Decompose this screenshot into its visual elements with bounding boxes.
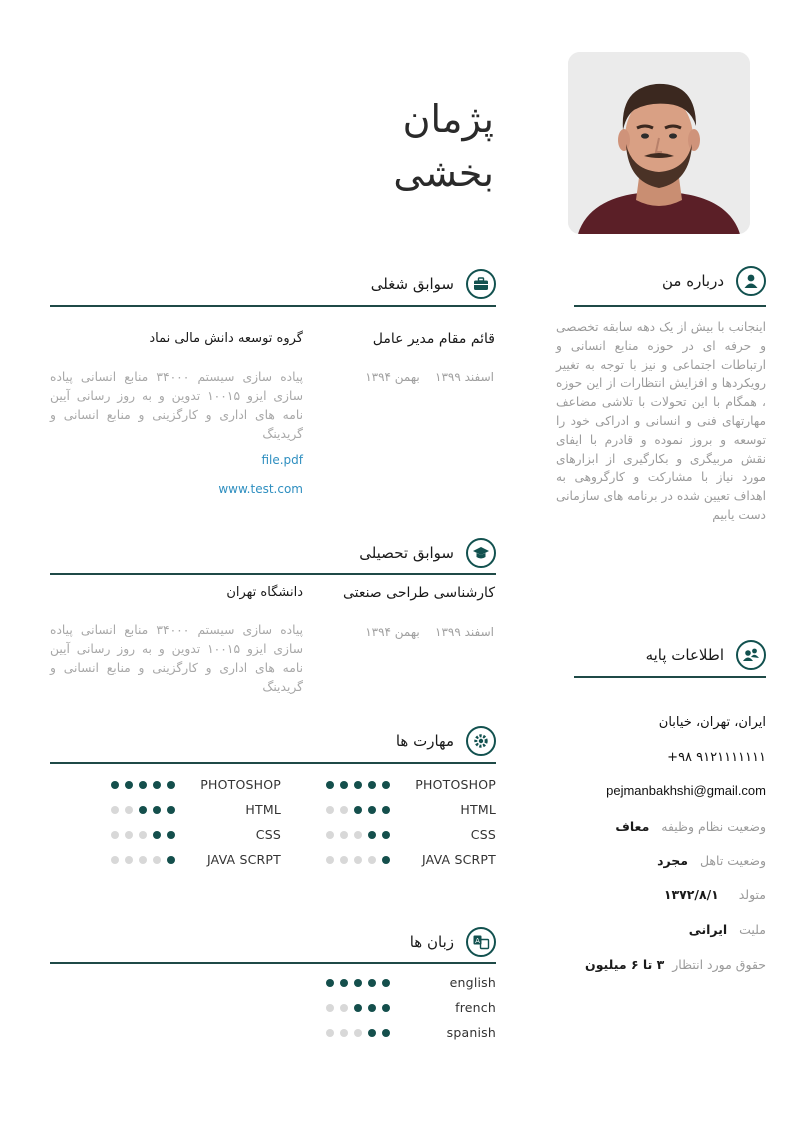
languages-list <box>326 970 496 1045</box>
rating-dot <box>326 806 334 814</box>
rating-dot <box>368 781 376 789</box>
languages-heading <box>50 924 496 960</box>
basic-info-title: اطلاعات پایه <box>645 646 724 664</box>
users-icon <box>736 640 766 670</box>
rating-row <box>111 797 281 822</box>
rating-dot <box>139 856 147 864</box>
rating-dots <box>326 781 390 789</box>
rating-dots <box>326 831 390 839</box>
skills-right-column <box>326 772 496 872</box>
rating-dots <box>111 781 175 789</box>
rating-dot <box>340 831 348 839</box>
rating-row <box>111 822 281 847</box>
rating-row <box>326 772 496 797</box>
rating-dot <box>111 831 119 839</box>
rating-dot <box>368 1004 376 1012</box>
skills-left-column <box>111 772 281 872</box>
rating-dot <box>326 856 334 864</box>
about-divider <box>574 305 766 307</box>
rating-dot <box>382 781 390 789</box>
rating-dots <box>326 1004 390 1012</box>
basic-info-divider <box>574 676 766 678</box>
rating-row <box>111 847 281 872</box>
marital-status: وضعیت تاهل مجرد <box>657 853 766 868</box>
rating-dot <box>111 856 119 864</box>
rating-dots <box>111 856 175 864</box>
rating-label: CSS <box>470 827 496 842</box>
graduation-cap-icon <box>466 538 496 568</box>
rating-dot <box>382 979 390 987</box>
languages-divider <box>50 962 496 964</box>
rating-dot <box>153 781 161 789</box>
rating-row <box>326 822 496 847</box>
file-link[interactable]: file.pdf <box>261 453 303 467</box>
rating-dot <box>382 806 390 814</box>
rating-label: PHOTOSHOP <box>415 777 496 792</box>
education-dates: اسفند ۱۳۹۹ بهمن ۱۳۹۴ <box>365 625 494 639</box>
rating-row <box>326 847 496 872</box>
rating-dot <box>111 781 119 789</box>
about-text: اینجانب با بیش از یک دهه سابقه تخصصی و حرفه ای در حوزه منابع انسانی و ارتباطات اجتماعی و نیز با توجه به تغییر رویکردها و افزایش انتظارات از این حوزه ، همگام با این تحولات با تلاشی مضاعف مهارتهای فنی و انسانی و ادراکی خود را توسعه و بروز نموده و قادرم با ایفای نقش مربیگری و بکارگیری از ابزارهای مورد نیاز با مشارکت و کارگروهی به اهداف تعیین شده در برنامه های سازمانی دست یابیم <box>556 320 766 522</box>
skills-divider <box>50 762 496 764</box>
job-title: قائم مقام مدیر عامل <box>372 331 495 347</box>
education-divider <box>50 573 496 575</box>
school-name: دانشگاه تهران <box>226 585 303 600</box>
education-heading <box>50 535 496 571</box>
rating-dot <box>139 831 147 839</box>
rating-dot <box>167 781 175 789</box>
rating-dot <box>125 781 133 789</box>
rating-dot <box>340 1029 348 1037</box>
last-name: بخشی <box>393 151 494 195</box>
rating-label: HTML <box>460 802 496 817</box>
degree-title: کارشناسی طراحی صنعتی <box>342 585 495 601</box>
rating-dot <box>153 831 161 839</box>
rating-dot <box>368 979 376 987</box>
rating-dot <box>382 1029 390 1037</box>
rating-label: english <box>449 975 496 990</box>
organization-name: گروه توسعه دانش مالی نماد <box>149 331 303 346</box>
rating-dot <box>354 1004 362 1012</box>
profile-name <box>393 92 494 200</box>
rating-dot <box>139 806 147 814</box>
rating-dot <box>125 806 133 814</box>
svg-text:A: A <box>475 937 480 945</box>
rating-dot <box>354 979 362 987</box>
experience-divider <box>50 305 496 307</box>
rating-dots <box>326 806 390 814</box>
military-status: وضعیت نظام وظیفه معاف <box>615 819 766 834</box>
rating-dot <box>125 856 133 864</box>
rating-dots <box>111 831 175 839</box>
rating-dot <box>354 1029 362 1037</box>
rating-dot <box>354 781 362 789</box>
rating-dot <box>340 806 348 814</box>
rating-dot <box>153 856 161 864</box>
languages-title: زبان ها <box>409 933 454 951</box>
rating-row <box>111 772 281 797</box>
about-title: درباره من <box>662 272 724 290</box>
rating-dot <box>354 831 362 839</box>
rating-dot <box>382 856 390 864</box>
phone: +۹۸ ۹۱۲۱۱۱۱۱۱۱ <box>667 750 766 765</box>
rating-row <box>326 797 496 822</box>
experience-title: سوابق شغلی <box>370 275 454 293</box>
rating-dot <box>368 806 376 814</box>
rating-label: JAVA SCRPT <box>206 852 281 867</box>
rating-label: HTML <box>245 802 281 817</box>
address: ایران، تهران، خیابان <box>658 715 766 730</box>
nationality: ملیت ایرانی <box>688 922 766 937</box>
rating-label: JAVA SCRPT <box>421 852 496 867</box>
rating-row <box>326 1020 496 1045</box>
rating-dot <box>153 806 161 814</box>
rating-dots <box>111 806 175 814</box>
rating-label: spanish <box>446 1025 496 1040</box>
rating-dot <box>111 806 119 814</box>
skills-heading <box>50 723 496 759</box>
skills-title: مهارت ها <box>395 732 454 750</box>
rating-dot <box>326 1029 334 1037</box>
rating-dot <box>139 781 147 789</box>
rating-label: CSS <box>255 827 281 842</box>
rating-dot <box>368 856 376 864</box>
rating-label: PHOTOSHOP <box>200 777 281 792</box>
rating-dot <box>326 831 334 839</box>
rating-row <box>326 970 496 995</box>
rating-dot <box>382 1004 390 1012</box>
rating-dot <box>340 856 348 864</box>
rating-dots <box>326 1029 390 1037</box>
rating-dot <box>368 831 376 839</box>
education-title: سوابق تحصیلی <box>359 544 454 562</box>
rating-dot <box>340 979 348 987</box>
expected-salary: حقوق مورد انتظار ۳ تا ۶ میلیون <box>585 957 766 972</box>
translate-icon <box>466 927 496 957</box>
user-icon <box>736 266 766 296</box>
rating-dot <box>354 856 362 864</box>
first-name: پژمان <box>402 97 494 141</box>
rating-dot <box>167 856 175 864</box>
profile-photo <box>568 52 750 234</box>
rating-row <box>326 995 496 1020</box>
email[interactable]: pejmanbakhshi@gmail.com <box>606 783 766 798</box>
job-description: پیاده سازی سیستم ۳۴۰۰۰ منابع انسانی پیاده سازی ایزو ۱۰۰۱۵ تدوین و به روز رسانی آیین نامه های اداری و کارگزینی و منابع انسانی و گریدینگ <box>50 370 303 441</box>
rating-dot <box>382 831 390 839</box>
rating-dot <box>368 1029 376 1037</box>
rating-label: french <box>455 1000 496 1015</box>
rating-dot <box>326 979 334 987</box>
basic-info-heading <box>574 637 766 673</box>
rating-dot <box>340 1004 348 1012</box>
rating-dot <box>167 806 175 814</box>
rating-dot <box>354 806 362 814</box>
rating-dots <box>326 856 390 864</box>
rating-dot <box>340 781 348 789</box>
briefcase-icon <box>466 269 496 299</box>
rating-dots <box>326 979 390 987</box>
rating-dot <box>326 1004 334 1012</box>
rating-dot <box>326 781 334 789</box>
job-dates: اسفند ۱۳۹۹ بهمن ۱۳۹۴ <box>365 370 494 384</box>
rating-dot <box>167 831 175 839</box>
education-description: پیاده سازی سیستم ۳۴۰۰۰ منابع انسانی پیاده سازی ایزو ۱۰۰۱۵ تدوین و به روز رسانی آیین نامه های اداری و کارگزینی و منابع انسانی و گریدینگ <box>50 623 303 694</box>
birth-date: متولد ۱۳۷۲/۸/۱ <box>663 887 766 902</box>
rating-dot <box>125 831 133 839</box>
about-heading <box>574 263 766 299</box>
gear-icon <box>466 726 496 756</box>
experience-heading <box>50 266 496 302</box>
website-link[interactable]: www.test.com <box>218 482 303 496</box>
